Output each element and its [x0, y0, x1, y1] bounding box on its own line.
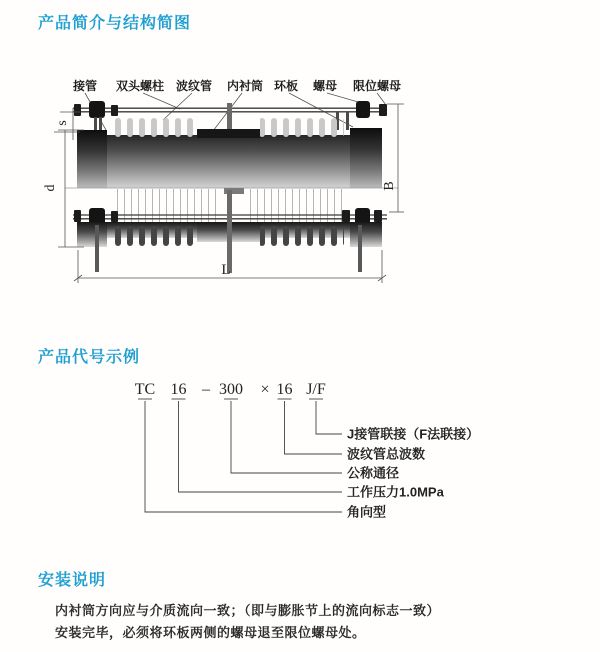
install-line-1: 内衬筒方向应与介质流向一致；（即与膨胀节上的流向标志一致） [55, 603, 441, 618]
label-inner-liner: 内衬筒 [226, 79, 264, 93]
label-bellows: 波纹管 [175, 79, 213, 93]
callout-type: 角向型 [347, 504, 387, 520]
code-pressure: 16 [170, 381, 187, 398]
dim-label-s: s [55, 120, 70, 126]
callout-pressure: 工作压力1.0MPa [347, 484, 444, 500]
section-title-product-intro: 产品简介与结构简图 [38, 15, 192, 32]
callout-diameter: 公称通径 [347, 465, 400, 481]
bellows-ribs-top-left [112, 118, 196, 137]
callout-connectors [138, 399, 342, 512]
code-string [135, 381, 326, 398]
bellows-ribs-bottom-right [260, 226, 344, 246]
dim-label-d: d [43, 184, 58, 192]
label-nut: 螺母 [312, 79, 338, 93]
dim-label-l: L [221, 262, 231, 278]
code-example-diagram [110, 370, 500, 530]
label-double-end-stud: 双头螺柱 [115, 79, 165, 93]
code-dash: – [202, 381, 210, 398]
label-ring-plate: 环板 [273, 79, 299, 93]
callout-wave-count: 波纹管总波数 [347, 446, 426, 462]
dim-label-b: B [382, 181, 397, 191]
label-limit-nut: 限位螺母 [352, 79, 402, 93]
section-title-install: 安装说明 [38, 572, 107, 589]
code-wave-count: 16 [276, 381, 293, 398]
code-connection: J/F [306, 381, 326, 398]
callout-labels [347, 427, 479, 520]
section-title-code-example: 产品代号示例 [38, 349, 141, 366]
structure-diagram [40, 60, 470, 320]
part-labels [72, 78, 401, 93]
bellows-ribs-top-right [260, 118, 344, 137]
install-instructions [55, 600, 555, 644]
code-times: × [260, 381, 270, 398]
bellows-ribs-bottom-left [112, 226, 196, 246]
code-diameter: 300 [219, 381, 243, 398]
code-type: TC [134, 381, 156, 398]
dimension-b [382, 104, 404, 212]
label-connecting-pipe: 接管 [72, 79, 98, 93]
callout-connection: J接管联接（F法联接） [347, 426, 480, 442]
install-line-2: 安装完毕，必须将环板两侧的螺母退至限位螺母处。 [55, 625, 366, 640]
